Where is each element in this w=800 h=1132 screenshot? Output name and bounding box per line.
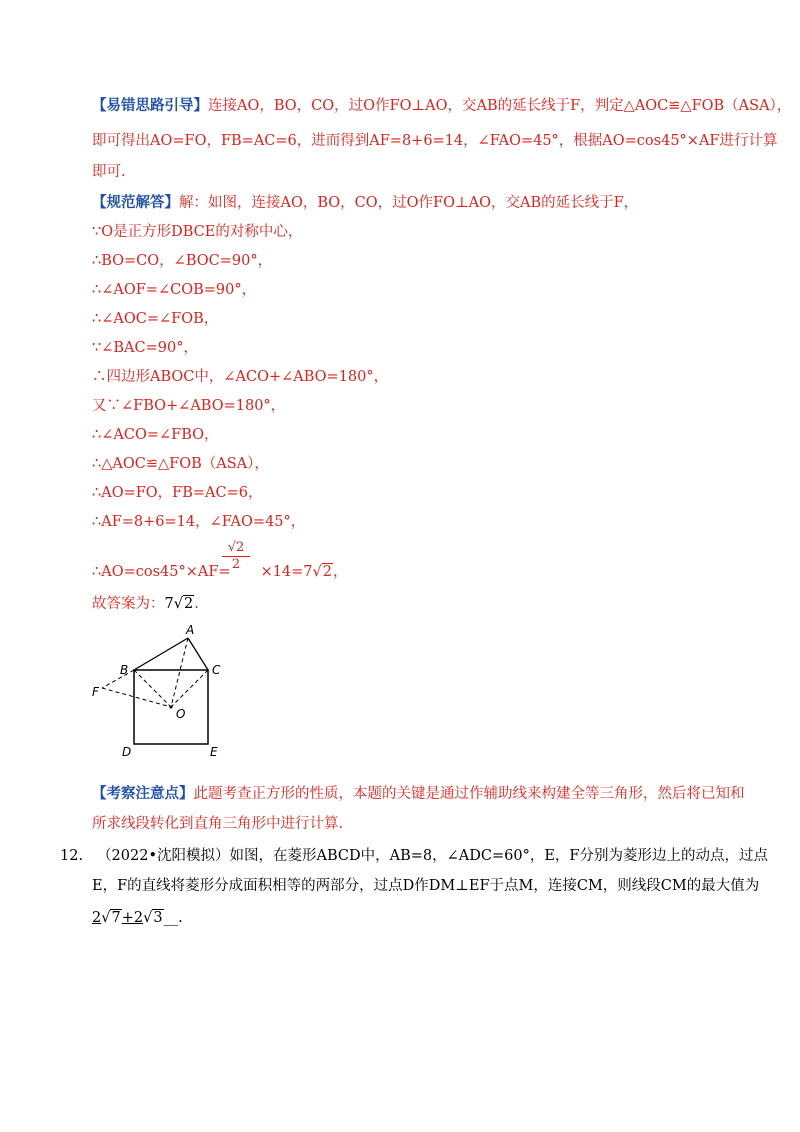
answer-prefix: 故答案为： — [92, 596, 165, 612]
final-prefix: ∴AO=cos45°×AF= — [92, 564, 231, 580]
answer-sqrt-3: √3 — [143, 910, 163, 926]
problem-12-line-2: E，F的直线将菱形分成面积相等的两部分，过点D作DM⊥EF于点M，连接CM，则线段CM的最大值为 — [92, 878, 760, 894]
solution-step-11: ∴AF=8+6=14，∠FAO=45°， — [92, 514, 306, 530]
label-d: D — [122, 745, 132, 759]
solution-step-1: ∵O是正方形DBCE的对称中心， — [92, 224, 303, 240]
solution-step-9: ∴△AOC≌△FOB（ASA）， — [92, 456, 269, 472]
answer-radicand: 2 — [183, 596, 194, 612]
hint-line-2: 即可得出AO=FO，FB=AC=6，进而得到AF=8+6=14，∠FAO=45°，根据AO=cos45°×AF进行计算 — [92, 133, 778, 149]
segment-co — [171, 670, 208, 707]
note-label: 【考察注意点】 — [92, 785, 194, 802]
fraction-numerator: √2 — [222, 540, 250, 557]
solution-step-3: ∴∠AOF=∠COB=90°， — [92, 282, 257, 298]
answer-plus: +2 — [121, 910, 144, 926]
final-sqrt: √2 — [312, 564, 333, 580]
label-o: O — [176, 707, 186, 721]
final-radicand: 2 — [322, 564, 333, 580]
solution-step-5: ∵∠BAC=90°， — [92, 340, 198, 356]
segment-bf — [102, 670, 134, 688]
hint-label: 【易错思路引导】 — [92, 97, 208, 114]
solution-step-10: ∴AO=FO，FB=AC=6， — [92, 485, 263, 501]
segment-ac — [188, 638, 208, 670]
solution-step-6: ∴四边形ABOC中，∠ACO+∠ABO=180°， — [92, 369, 389, 385]
final-end: ， — [333, 564, 348, 580]
solution-intro — [92, 193, 638, 213]
solution-intro-text: 解：如图，连接AO，BO，CO，过O作FO⊥AO，交AB的延长线于F， — [179, 195, 639, 211]
note-line-2: 所求线段转化到直角三角形中进行计算. — [92, 816, 344, 832]
label-f: F — [92, 685, 99, 699]
note-text-1: 此题考查正方形的性质，本题的关键是通过作辅助线来构建全等三角形，然后将已知和 — [193, 786, 745, 802]
answer-a: 2 — [92, 910, 102, 926]
answer-line — [92, 594, 199, 614]
geometry-figure — [86, 622, 236, 762]
label-e: E — [210, 745, 218, 759]
answer-sqrt-7: √7 — [101, 910, 121, 926]
fraction-denominator: 2 — [231, 557, 241, 572]
note-line-1 — [92, 784, 745, 804]
label-c: C — [212, 663, 221, 677]
segment-ao — [171, 638, 188, 707]
problem-text-1: （2022•沈阳模拟）如图，在菱形ABCD中，AB=8，∠ADC=60°，E，F分别为菱形边上的动点，过点 — [97, 848, 768, 864]
segment-ab — [134, 638, 188, 670]
problem-12-answer — [92, 908, 183, 928]
problem-number: 12. — [60, 848, 84, 864]
answer-sqrt: √2 — [173, 596, 194, 612]
radicand-3: 3 — [153, 910, 163, 926]
answer-blank: __. — [163, 910, 183, 926]
hint-line-1 — [92, 96, 791, 116]
solution-final — [92, 562, 348, 582]
solution-step-4: ∴∠AOC=∠FOB， — [92, 311, 219, 327]
point-o — [170, 706, 173, 709]
label-a: A — [186, 623, 195, 637]
solution-label: 【规范解答】 — [92, 194, 179, 211]
solution-step-7: 又∵∠FBO+∠ABO=180°， — [92, 398, 286, 414]
hint-text-1: 连接AO，BO，CO，过O作FO⊥AO，交AB的延长线于F，判定△AOC≌△FOB（ASA）， — [208, 98, 792, 114]
hint-line-3: 即可. — [92, 164, 126, 180]
problem-12-line-1 — [60, 846, 768, 866]
solution-step-2: ∴BO=CO，∠BOC=90°， — [92, 253, 273, 269]
label-b: B — [120, 663, 129, 677]
answer-end: . — [194, 596, 199, 612]
radicand-7: 7 — [111, 910, 121, 926]
final-mid: ×14=7 — [260, 564, 313, 580]
solution-step-8: ∴∠ACO=∠FBO， — [92, 427, 219, 443]
answer-coef: 7 — [164, 596, 174, 612]
segment-fo — [102, 688, 171, 707]
